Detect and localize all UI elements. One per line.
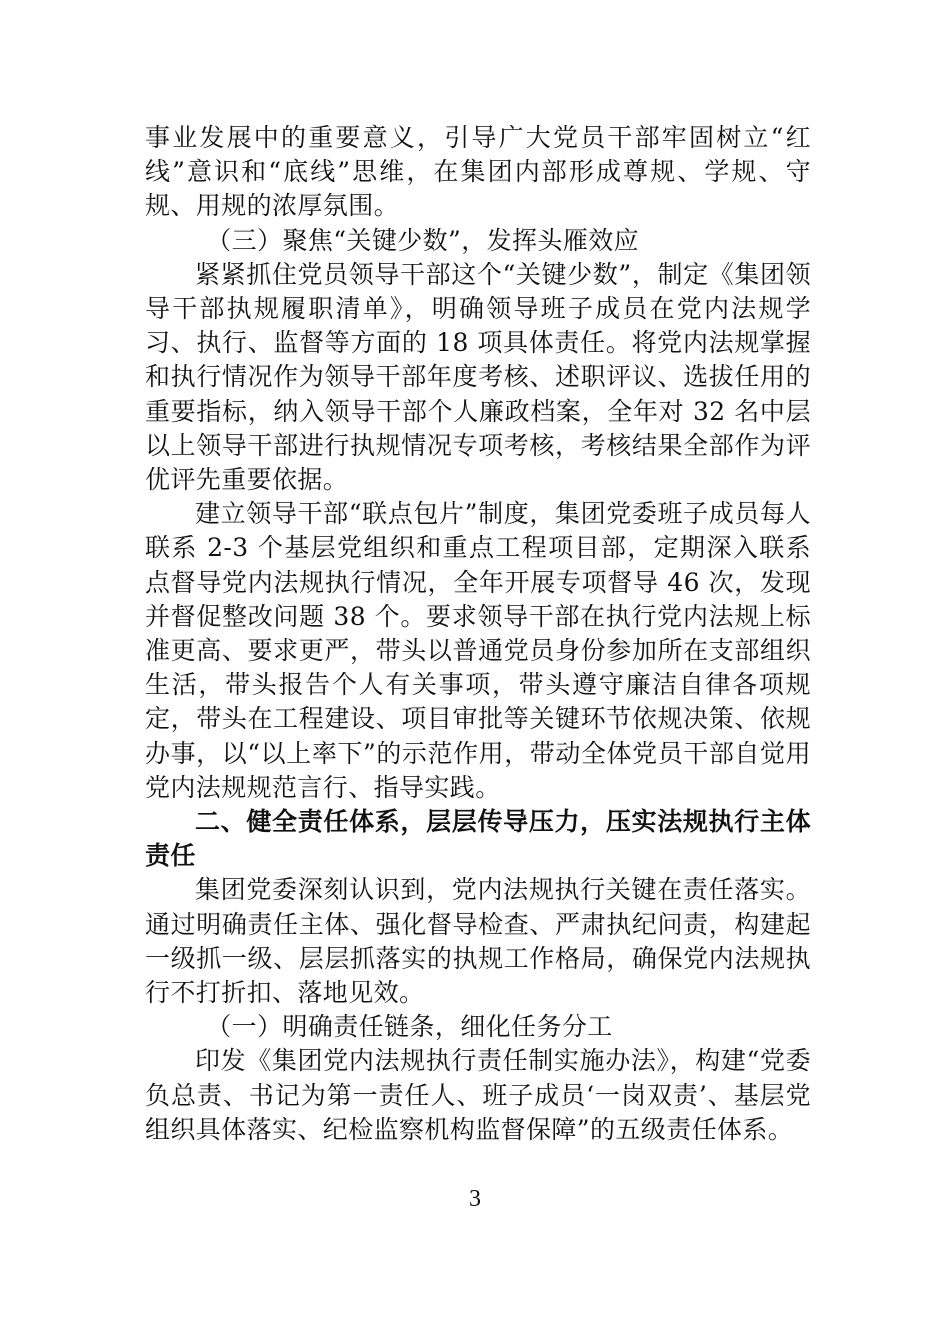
paragraph-liaison-system: 建立领导干部“联点包片”制度，集团党委班子成员每人联系 2-3 个基层党组织和重点工程项目部，定期深入联系点督导党内法规执行情况，全年开展专项督导 46 次，发现并督促整改问题 38 个。要求领导干部在执行党内法规上标准更高、要求更严，带头以普通党员身份参加所在支部组织生活，带头报告个人有关事项，带头遵守廉洁自律各项规定，带头在工程建设、项目审批等关键环节依规决策、依规办事，以“以上率下”的示范作用，带动全体党员干部自觉用党内法规规范言行、指导实践。	[145, 499, 811, 802]
paragraph-leadership-list: 紧紧抓住党员领导干部这个“关键少数”，制定《集团领导干部执规履职清单》，明确领导班子成员在党内法规学习、执行、监督等方面的 18 项具体责任。将党内法规掌握和执行情况作为领导干部年度考核、述职评议、选拔任用的重要指标，纳入领导干部个人廉政档案，全年对 32 名中层以上领导干部进行执规情况专项考核，考核结果全部作为评优评先重要依据。	[145, 259, 811, 495]
subheading-key-minority: （三）聚焦“关键少数”，发挥头雁效应	[206, 225, 640, 255]
document-body	[145, 121, 811, 1147]
page-number: 3	[469, 1186, 481, 1212]
paragraph-implementation-measures: 印发《集团党内法规执行责任制实施办法》，构建“党委负总责、书记为第一责任人、班子成员‘一岗双责’、基层党组织具体落实、纪检监察机构监督保障”的五级责任体系。	[145, 1046, 811, 1144]
subheading-responsibility-chain: （一）明确责任链条，细化任务分工	[206, 1012, 613, 1042]
section-heading-responsibility-system: 二、健全责任体系，层层传导压力，压实法规执行主体责任	[145, 807, 811, 871]
paragraph-continuation: 事业发展中的重要意义，引导广大党员干部牢固树立“红线”意识和“底线”思维，在集团内部形成尊规、学规、守规、用规的浓厚氛围。	[145, 123, 811, 221]
paragraph-responsibility-intro: 集团党委深刻认识到，党内法规执行关键在责任落实。通过明确责任主体、强化督导检查、严肃执纪问责，构建起一级抓一级、层层抓落实的执规工作格局，确保党内法规执行不打折扣、落地见效。	[145, 875, 811, 1008]
